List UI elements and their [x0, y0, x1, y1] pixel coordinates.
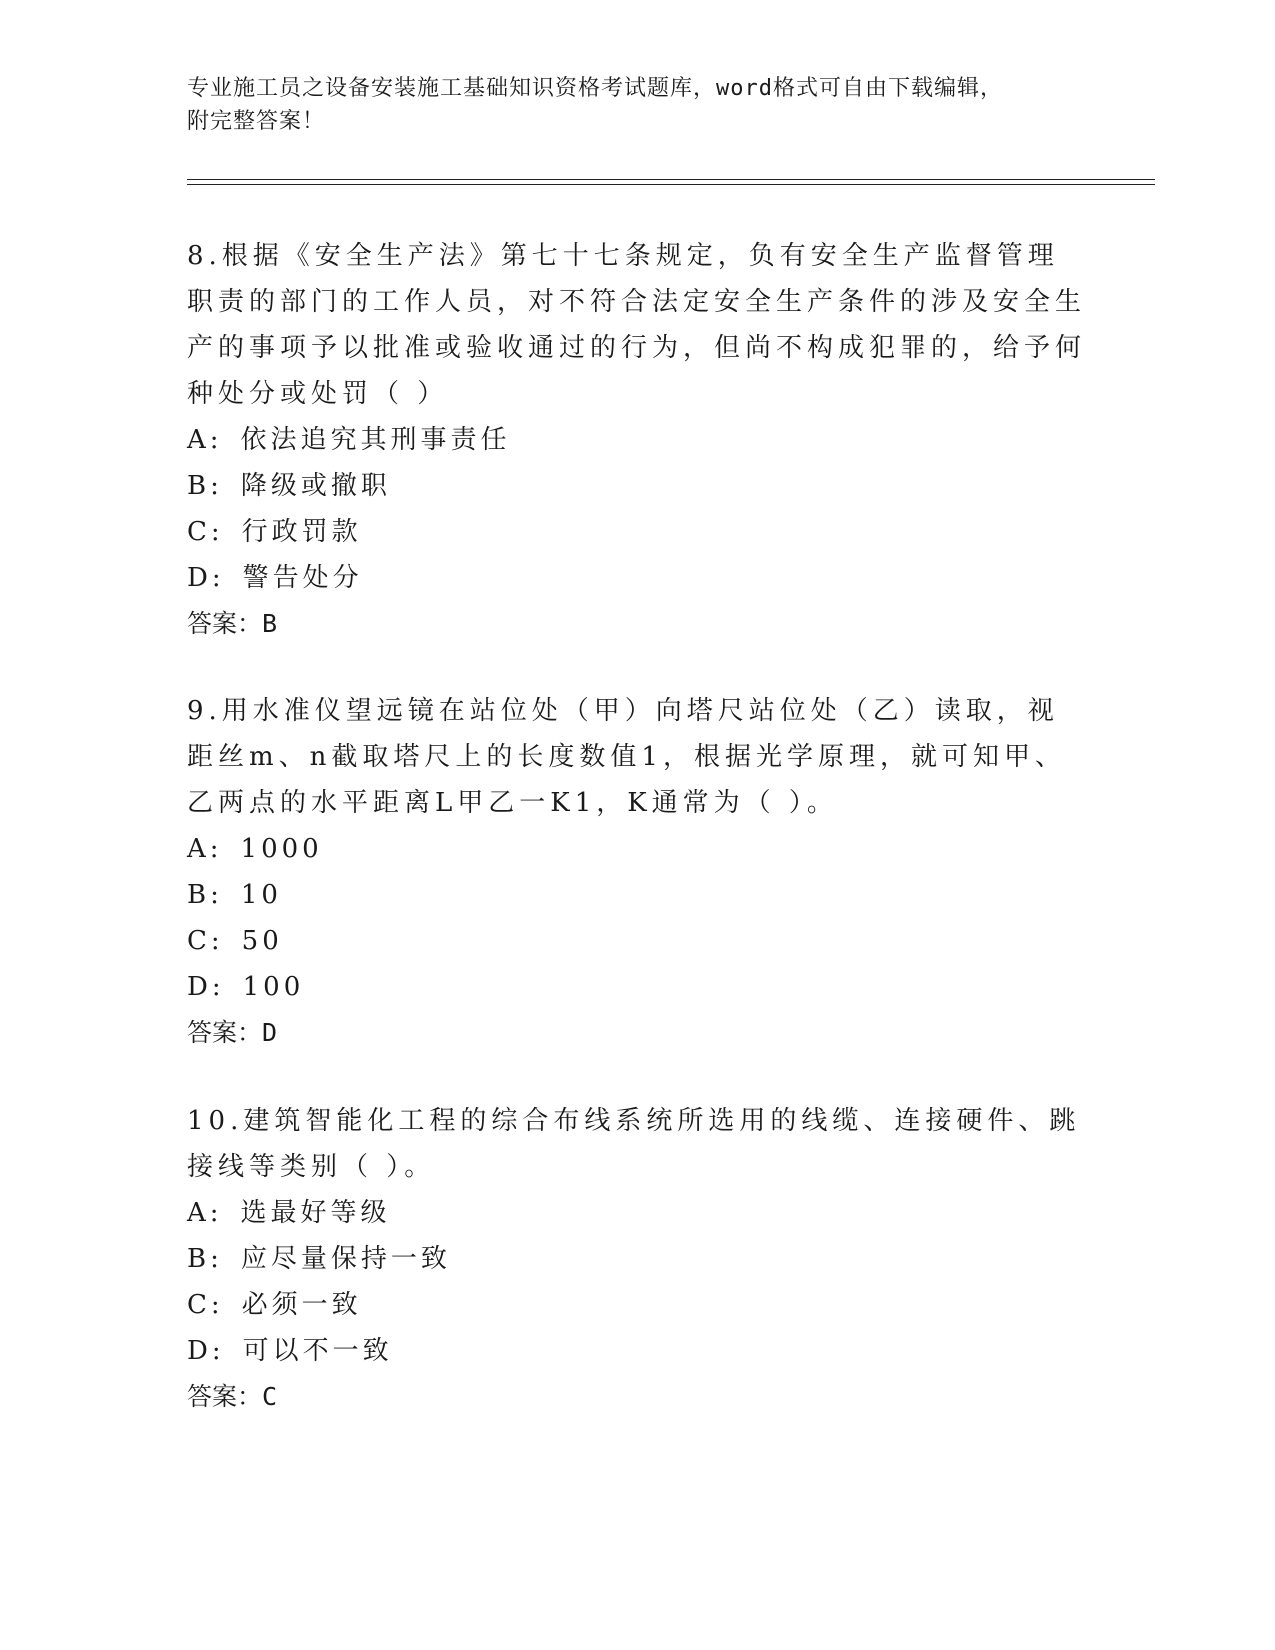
question-stem: 8.根据《安全生产法》第七十七条规定，负有安全生产监督管理职责的部门的工作人员，对不符合法定安全生产条件的涉及安全生产的事项予以批准或验收通过的行为，但尚不构成犯罪的，给予何种处分或处罚（ ）	[187, 241, 1087, 409]
header-divider-bottom	[187, 184, 1155, 185]
option-b	[187, 463, 1087, 509]
option-a	[187, 1190, 1087, 1236]
question-stem: 10.建筑智能化工程的综合布线系统所选用的线缆、连接硬件、跳接线等类别（ ）。	[187, 1106, 1081, 1182]
option-key: A:	[187, 834, 223, 864]
answer-label: 答案：C	[187, 1382, 278, 1411]
option-text: 警告处分	[242, 563, 363, 593]
option-c	[187, 918, 1087, 964]
header-line-2: 附完整答案！	[187, 109, 326, 134]
option-key: D:	[187, 972, 225, 1002]
option-key: C:	[187, 1290, 224, 1320]
option-key: B:	[187, 471, 223, 501]
option-key: A:	[187, 425, 223, 455]
option-b	[187, 1236, 1087, 1282]
option-text: 100	[242, 972, 305, 1002]
option-d	[187, 555, 1087, 601]
answer-label: 答案：D	[187, 1018, 278, 1047]
option-c	[187, 1282, 1087, 1328]
option-key: B:	[187, 1244, 223, 1274]
option-key: A:	[187, 1198, 223, 1228]
option-text: 必须一致	[241, 1290, 362, 1320]
option-key: D:	[187, 563, 225, 593]
option-a	[187, 417, 1087, 463]
question-9	[187, 688, 1087, 1056]
option-a	[187, 826, 1087, 872]
option-text: 行政罚款	[241, 517, 362, 547]
option-text: 依法追究其刑事责任	[240, 425, 511, 455]
option-text: 1000	[240, 834, 323, 864]
question-stem: 9.用水准仪望远镜在站位处（甲）向塔尺站位处（乙）读取，视距丝m、n截取塔尺上的长度数值1，根据光学原理，就可知甲、乙两点的水平距离L甲乙一K1，K通常为（ ）。	[187, 696, 1066, 818]
option-key: C:	[187, 926, 224, 956]
option-text: 降级或撤职	[240, 471, 391, 501]
option-text: 可以不一致	[242, 1336, 393, 1366]
option-key: C:	[187, 517, 224, 547]
question-10	[187, 1098, 1087, 1420]
option-text: 50	[241, 926, 283, 956]
option-key: B:	[187, 880, 223, 910]
question-8	[187, 233, 1087, 647]
document-header	[187, 72, 1067, 138]
option-key: D:	[187, 1336, 225, 1366]
option-text: 应尽量保持一致	[240, 1244, 451, 1274]
option-c	[187, 509, 1087, 555]
option-text: 选最好等级	[240, 1198, 391, 1228]
option-b	[187, 872, 1087, 918]
header-line-1: 专业施工员之设备安装施工基础知识资格考试题库，word格式可自由下载编辑，	[187, 76, 1003, 101]
option-d	[187, 964, 1087, 1010]
option-text: 10	[240, 880, 282, 910]
header-divider-top	[187, 179, 1155, 180]
answer-label: 答案：B	[187, 609, 278, 638]
option-d	[187, 1328, 1087, 1374]
